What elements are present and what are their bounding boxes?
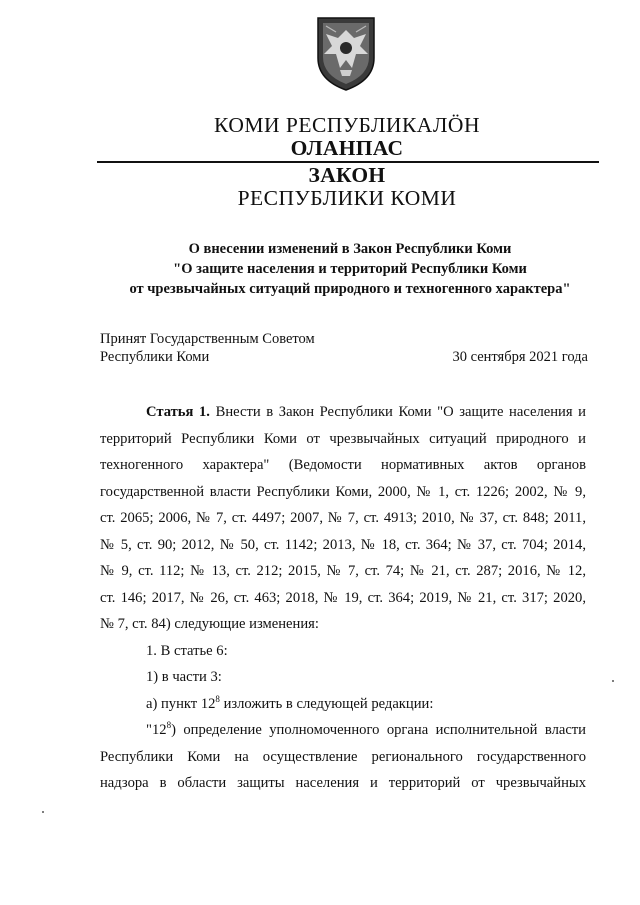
article-item-a: а) пункт $12^8$ изложить в следующей редакции: — [146, 693, 434, 712]
header-zakon: ЗАКОН — [308, 163, 386, 187]
quote-line-2: Республики Коми на осуществление регионального государственного — [100, 748, 586, 765]
law-title-line-3: от чрезвычайных ситуаций природного и техногенного характера" — [129, 281, 571, 297]
article-text: Внести в Закон Республики Коми "О защите населения и — [209, 404, 586, 420]
article-paragraph-line: техногенного характера" (Ведомости нормативных актов органов — [100, 457, 586, 473]
article-paragraph-line: ст. 146; 2017, № 26, ст. 463; 2018, № 19, ст. 364; 2019, № 21, ст. 317; 2020, — [100, 589, 586, 606]
quote-line-3: надзора в области защиты населения и территорий от чрезвычайных — [100, 775, 586, 791]
article-paragraph-line — [100, 399, 586, 426]
adoption-line-1: Принят Государственным Советом — [100, 331, 315, 347]
article-label: Статья 1. — [146, 404, 210, 420]
article-paragraph-line: № 5, ст. 90; 2012, № 50, ст. 1142; 2013, № 18, ст. 364; № 37, ст. 704; 2014, — [100, 536, 586, 553]
quote-line-1: "$12^8$) определение уполномоченного органа исполнительной власти — [146, 720, 586, 738]
article-paragraph-line: № 9, ст. 112; № 13, ст. 212; 2015, № 7, ст. 74; № 21, ст. 287; 2016, № 12, — [100, 563, 586, 579]
article-paragraph-line: № 7, ст. 84) следующие изменения: — [100, 616, 319, 632]
adoption-line-2: Республики Коми — [100, 349, 210, 365]
law-title-line-2: "О защите населения и территорий Республики Коми — [173, 261, 527, 277]
article-paragraph-line: государственной власти Республики Коми, 2000, № 1, ст. 1226; 2002, № 9, — [100, 483, 586, 500]
header-komi-republic: КОМИ РЕСПУБЛИКАЛÖН — [214, 113, 480, 137]
coat-of-arms-emblem-icon — [314, 14, 378, 92]
article-paragraph-line: ст. 2065; 2006, № 7, ст. 4497; 2007, № 7, ст. 4913; 2010, № 37, ст. 848; 2011, — [100, 510, 586, 526]
scan-speck — [612, 680, 614, 682]
article-item-1-1: 1) в части 3: — [146, 669, 222, 685]
law-title-line-1: О внесении изменений в Закон Республики Коми — [188, 241, 512, 257]
header-republic-komi: РЕСПУБЛИКИ КОМИ — [237, 186, 457, 210]
adoption-date: 30 сентября 2021 года — [452, 349, 588, 365]
article-body — [100, 399, 586, 797]
scan-speck — [42, 811, 44, 813]
article-item-1: 1. В статье 6: — [146, 642, 228, 659]
header-olanpas: ОЛАНПАС — [290, 136, 404, 160]
article-paragraph-line: территорий Республики Коми от чрезвычайных ситуаций природного и — [100, 430, 586, 447]
